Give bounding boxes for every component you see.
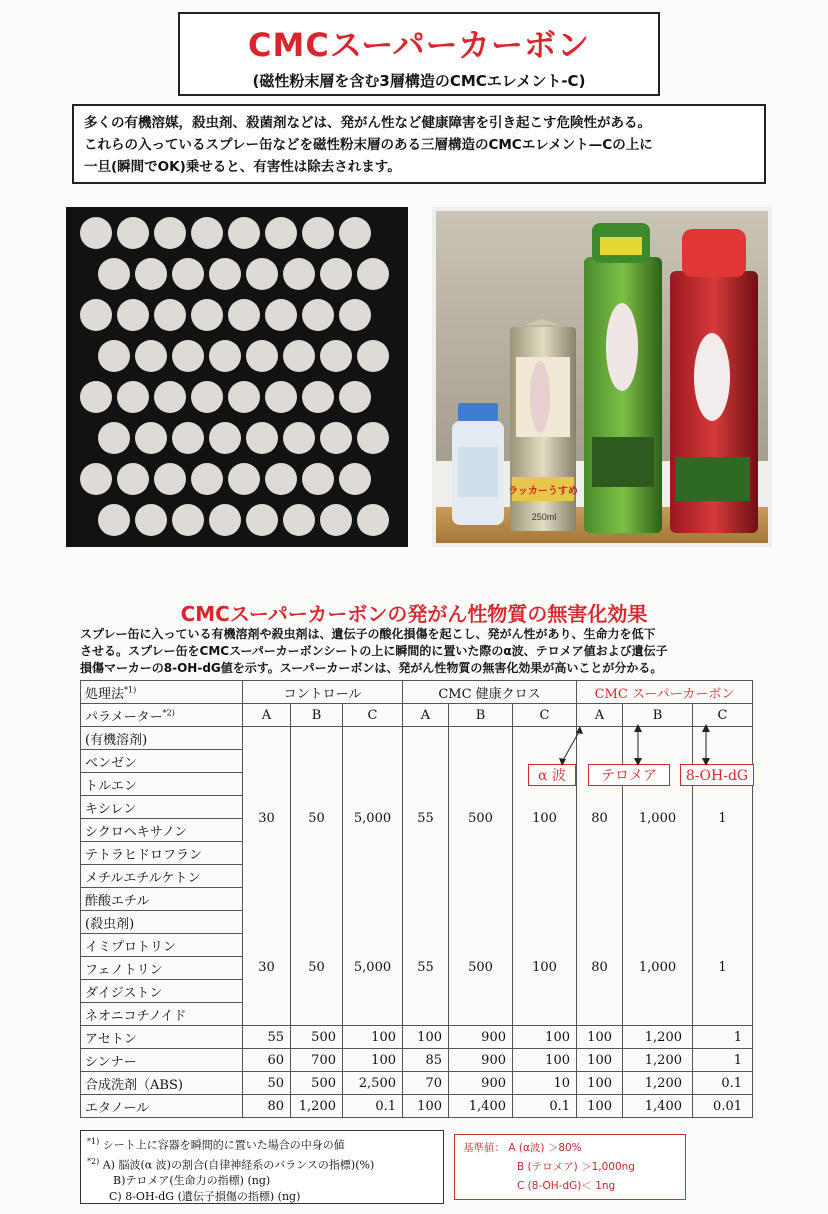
footnote-text: シート上に容器を瞬間的に置いた場合の中身の値 xyxy=(102,1138,345,1152)
sheet-hole xyxy=(320,340,352,372)
arrow-head xyxy=(702,724,710,732)
sheet-hole xyxy=(209,422,241,454)
sheet-hole xyxy=(154,381,186,413)
row-value: 80 xyxy=(243,1095,291,1118)
row-name: 合成洗剤（ABS) xyxy=(81,1072,243,1095)
solvent-item: メチルエチルケトン xyxy=(81,865,243,888)
row-value: 100 xyxy=(513,1026,577,1049)
insecticide-value: 55 xyxy=(403,911,449,1026)
sheet-hole xyxy=(283,422,315,454)
sheet-hole xyxy=(246,340,278,372)
sheet-hole xyxy=(357,422,389,454)
sheet-hole xyxy=(357,504,389,536)
footnote-mark: *2) xyxy=(87,1156,100,1166)
method-header-label: 処理法 xyxy=(85,686,125,702)
row-value: 100 xyxy=(403,1026,449,1049)
solvent-value: 80 xyxy=(577,727,623,911)
sheet-hole xyxy=(357,258,389,290)
sheet-hole xyxy=(339,381,371,413)
sheet-hole xyxy=(265,381,297,413)
row-value: 55 xyxy=(243,1026,291,1049)
subheader-cell: B xyxy=(449,704,513,727)
group-header-control: コントロール xyxy=(243,681,403,704)
spray-cans-photo xyxy=(432,207,772,547)
can-label-text: ラッカーうすめ xyxy=(508,486,578,497)
sheet-hole xyxy=(117,381,149,413)
sheet-hole xyxy=(98,258,130,290)
arrow-head xyxy=(702,758,710,766)
sheet-hole xyxy=(228,381,260,413)
insecticide-item: ダイジストン xyxy=(81,980,243,1003)
sheet-hole xyxy=(302,463,334,495)
solvent-value: 500 xyxy=(449,727,513,911)
row-value: 900 xyxy=(449,1049,513,1072)
sheet-hole xyxy=(135,422,167,454)
row-value: 0.1 xyxy=(343,1095,403,1118)
solvent-item: 酢酸エチル xyxy=(81,888,243,911)
footnote-text: A) 脳波(α 波)の割合(自律神経系のバランスの指標)(%) xyxy=(102,1158,375,1172)
footnote-ref: *1) xyxy=(124,685,137,695)
insecticide-value: 1,000 xyxy=(623,911,693,1026)
sheet-hole xyxy=(265,217,297,249)
sheet-hole xyxy=(357,340,389,372)
table-row xyxy=(81,1072,753,1095)
sheet-hole xyxy=(172,340,204,372)
insecticide-value: 80 xyxy=(577,911,623,1026)
row-value: 10 xyxy=(513,1072,577,1095)
subheader-cell: C xyxy=(693,704,753,727)
solvent-value: 1,000 xyxy=(623,727,693,911)
solvent-item: キシレン xyxy=(81,796,243,819)
subheader-cell: A xyxy=(243,704,291,727)
sheet-hole xyxy=(228,217,260,249)
title-box xyxy=(178,12,660,96)
can-volume-text: 250ml xyxy=(531,512,557,522)
solvent-value: 1 xyxy=(693,727,753,911)
row-value: 500 xyxy=(291,1072,343,1095)
description-line: これらの入っているスプレー缶などを磁性粉末層のある三層構造のCMCエレメント—Cの上に xyxy=(84,137,653,153)
sheet-hole xyxy=(228,463,260,495)
sheet-hole xyxy=(154,217,186,249)
sheet-hole xyxy=(80,381,112,413)
sheet-hole xyxy=(80,217,112,249)
sheet-hole xyxy=(172,504,204,536)
row-value: 70 xyxy=(403,1072,449,1095)
sheet-hole xyxy=(209,258,241,290)
row-value: 100 xyxy=(577,1049,623,1072)
row-value: 1 xyxy=(693,1049,753,1072)
sheet-hole xyxy=(191,217,223,249)
sheet-hole xyxy=(302,217,334,249)
group-header-supercarbon: CMC スーパーカーボン xyxy=(577,681,753,704)
footnote-1 xyxy=(87,1134,437,1154)
sheet-hole xyxy=(246,258,278,290)
sheet-hole xyxy=(191,463,223,495)
solvent-item: ベンゼン xyxy=(81,750,243,773)
row-value: 50 xyxy=(243,1072,291,1095)
row-value: 100 xyxy=(343,1026,403,1049)
param-header-label: パラメーター xyxy=(85,709,163,725)
footnote-2 xyxy=(87,1154,437,1174)
description-line: 一旦(瞬間でOK)乗せると、有害性は除去されます。 xyxy=(84,159,401,175)
section-title: CMCスーパーカーボンの発がん性物質の無害化効果 xyxy=(180,602,648,626)
sheet-hole xyxy=(80,299,112,331)
row-value: 1 xyxy=(693,1026,753,1049)
row-value: 100 xyxy=(513,1049,577,1072)
description-box xyxy=(72,104,766,184)
row-value: 0.1 xyxy=(513,1095,577,1118)
standard-a-line xyxy=(463,1139,677,1158)
sheet-hole xyxy=(154,463,186,495)
row-value: 1,200 xyxy=(623,1072,693,1095)
intro-line: スプレー缶に入っている有機溶剤や殺虫剤は、遺伝子の酸化損傷を起こし、発がん性があり、生命力を低下 xyxy=(80,627,656,641)
sheet-hole xyxy=(320,422,352,454)
row-value: 1,200 xyxy=(623,1026,693,1049)
row-value: 900 xyxy=(449,1072,513,1095)
insecticide-value: 5,000 xyxy=(343,911,403,1026)
standards-label: 基準値： xyxy=(463,1142,505,1154)
intro-line: させる。スプレー缶をCMCスーパーカーボンシートの上に瞬間的に置いた際のα波、テロメア値および遺伝子 xyxy=(80,644,668,658)
standards-box xyxy=(454,1134,686,1200)
row-value: 700 xyxy=(291,1049,343,1072)
sheet-hole xyxy=(154,299,186,331)
sheet-hole xyxy=(302,381,334,413)
row-value: 60 xyxy=(243,1049,291,1072)
arrow-head xyxy=(634,724,642,732)
solvent-header: (有機溶剤) xyxy=(81,727,243,750)
row-value: 1,400 xyxy=(449,1095,513,1118)
table-header-row xyxy=(81,681,753,704)
row-value: 500 xyxy=(291,1026,343,1049)
spray-cans-image xyxy=(432,207,772,547)
row-value: 100 xyxy=(577,1072,623,1095)
row-name: エタノール xyxy=(81,1095,243,1118)
sheet-hole xyxy=(246,422,278,454)
8ohdg-label: 8-OH-dG xyxy=(680,764,754,786)
sheet-hole xyxy=(98,504,130,536)
solvent-item: シクロヘキサノン xyxy=(81,819,243,842)
subheader-cell: B xyxy=(623,704,693,727)
arrow-head xyxy=(634,758,642,766)
table-row xyxy=(81,1095,753,1118)
subheader-cell: C xyxy=(343,704,403,727)
sheet-hole xyxy=(339,299,371,331)
footnote-2c: C) 8-OH-dG (遺伝子損傷の指標) (ng) xyxy=(109,1190,301,1204)
row-value: 1,200 xyxy=(623,1049,693,1072)
standard-c: C (8-OH-dG)＜ 1ng xyxy=(517,1180,616,1192)
alpha-wave-label: α 波 xyxy=(528,764,576,786)
table-row xyxy=(81,1026,753,1049)
sheet-hole xyxy=(265,299,297,331)
param-header xyxy=(81,704,243,727)
sheet-hole xyxy=(98,340,130,372)
sheet-hole xyxy=(283,258,315,290)
insecticide-value: 50 xyxy=(291,911,343,1026)
row-value: 0.01 xyxy=(693,1095,753,1118)
sheet-hole xyxy=(117,299,149,331)
footnote-2b: B)テロメア(生命力の指標) (ng) xyxy=(113,1174,271,1188)
sheet-hole xyxy=(246,504,278,536)
arrow-head xyxy=(576,726,583,734)
subheader-cell: B xyxy=(291,704,343,727)
row-value: 100 xyxy=(403,1095,449,1118)
standard-a: A (α波) ＞80% xyxy=(508,1142,582,1154)
solvent-value: 100 xyxy=(513,727,577,911)
insecticide-item: ネオニコチノイド xyxy=(81,1003,243,1026)
row-value: 100 xyxy=(577,1095,623,1118)
sheet-hole xyxy=(339,463,371,495)
insecticide-header: (殺虫剤) xyxy=(81,911,243,934)
sheet-hole xyxy=(117,217,149,249)
sheet-hole xyxy=(135,258,167,290)
table-row xyxy=(81,1049,753,1072)
row-name: シンナー xyxy=(81,1049,243,1072)
solvent-value: 30 xyxy=(243,727,291,911)
sheet-hole xyxy=(339,217,371,249)
description-line: 多くの有機溶媒，殺虫剤、殺菌剤などは、発がん性など健康障害を引き起こす危険性がある。 xyxy=(84,115,651,131)
page-title: CMCスーパーカーボン xyxy=(248,26,590,64)
arrow-line xyxy=(562,730,580,762)
sheet-hole xyxy=(135,340,167,372)
perforated-sheet-image xyxy=(66,207,408,547)
insecticide-value: 30 xyxy=(243,911,291,1026)
intro-line: 損傷マーカーの8-OH-dG値を示す。スーパーカーボンは、発がん性物質の無害化効果が高いことが分かる。 xyxy=(80,661,663,675)
sheet-hole xyxy=(265,463,297,495)
solvent-item: トルエン xyxy=(81,773,243,796)
row-value: 900 xyxy=(449,1026,513,1049)
row-value: 2,500 xyxy=(343,1072,403,1095)
row-value: 100 xyxy=(343,1049,403,1072)
method-header xyxy=(81,681,243,704)
sheet-hole xyxy=(320,504,352,536)
insecticide-value: 500 xyxy=(449,911,513,1026)
insecticide-value: 100 xyxy=(513,911,577,1026)
solvent-value: 5,000 xyxy=(343,727,403,911)
standard-b: B (テロメア) ＞1,000ng xyxy=(517,1161,635,1173)
perforated-sheet-photo xyxy=(66,207,408,547)
row-value: 0.1 xyxy=(693,1072,753,1095)
sheet-hole xyxy=(117,463,149,495)
telomere-label: テロメア xyxy=(588,764,670,786)
row-value: 85 xyxy=(403,1049,449,1072)
solvent-item: テトラヒドロフラン xyxy=(81,842,243,865)
solvent-value: 50 xyxy=(291,727,343,911)
sheet-hole xyxy=(320,258,352,290)
insecticide-header-row xyxy=(81,911,753,934)
footnote-ref: *2) xyxy=(162,708,175,718)
page-subtitle: (磁性粉末層を含む3層構造のCMCエレメント-C) xyxy=(252,72,586,90)
subheader-cell: A xyxy=(403,704,449,727)
insecticide-item: イミプロトリン xyxy=(81,934,243,957)
subheader-cell: A xyxy=(577,704,623,727)
section-intro xyxy=(80,626,770,677)
sheet-hole xyxy=(191,299,223,331)
sheet-hole xyxy=(98,422,130,454)
sheet-hole xyxy=(80,463,112,495)
sheet-hole xyxy=(191,381,223,413)
sheet-hole xyxy=(135,504,167,536)
sheet-hole xyxy=(172,422,204,454)
sheet-hole xyxy=(283,340,315,372)
sheet-hole xyxy=(209,340,241,372)
sheet-hole xyxy=(172,258,204,290)
subheader-cell: C xyxy=(513,704,577,727)
footnotes-box xyxy=(80,1130,444,1204)
sheet-hole xyxy=(209,504,241,536)
group-header-cloth: CMC 健康クロス xyxy=(403,681,577,704)
footnote-mark: *1) xyxy=(87,1137,100,1146)
label-arrows xyxy=(540,724,740,766)
sheet-hole xyxy=(283,504,315,536)
row-value: 100 xyxy=(577,1026,623,1049)
row-value: 1,400 xyxy=(623,1095,693,1118)
insecticide-value: 1 xyxy=(693,911,753,1026)
insecticide-item: フェノトリン xyxy=(81,957,243,980)
solvent-value: 55 xyxy=(403,727,449,911)
row-name: アセトン xyxy=(81,1026,243,1049)
sheet-hole xyxy=(228,299,260,331)
sheet-hole xyxy=(302,299,334,331)
row-value: 1,200 xyxy=(291,1095,343,1118)
arrow-head xyxy=(559,758,566,766)
